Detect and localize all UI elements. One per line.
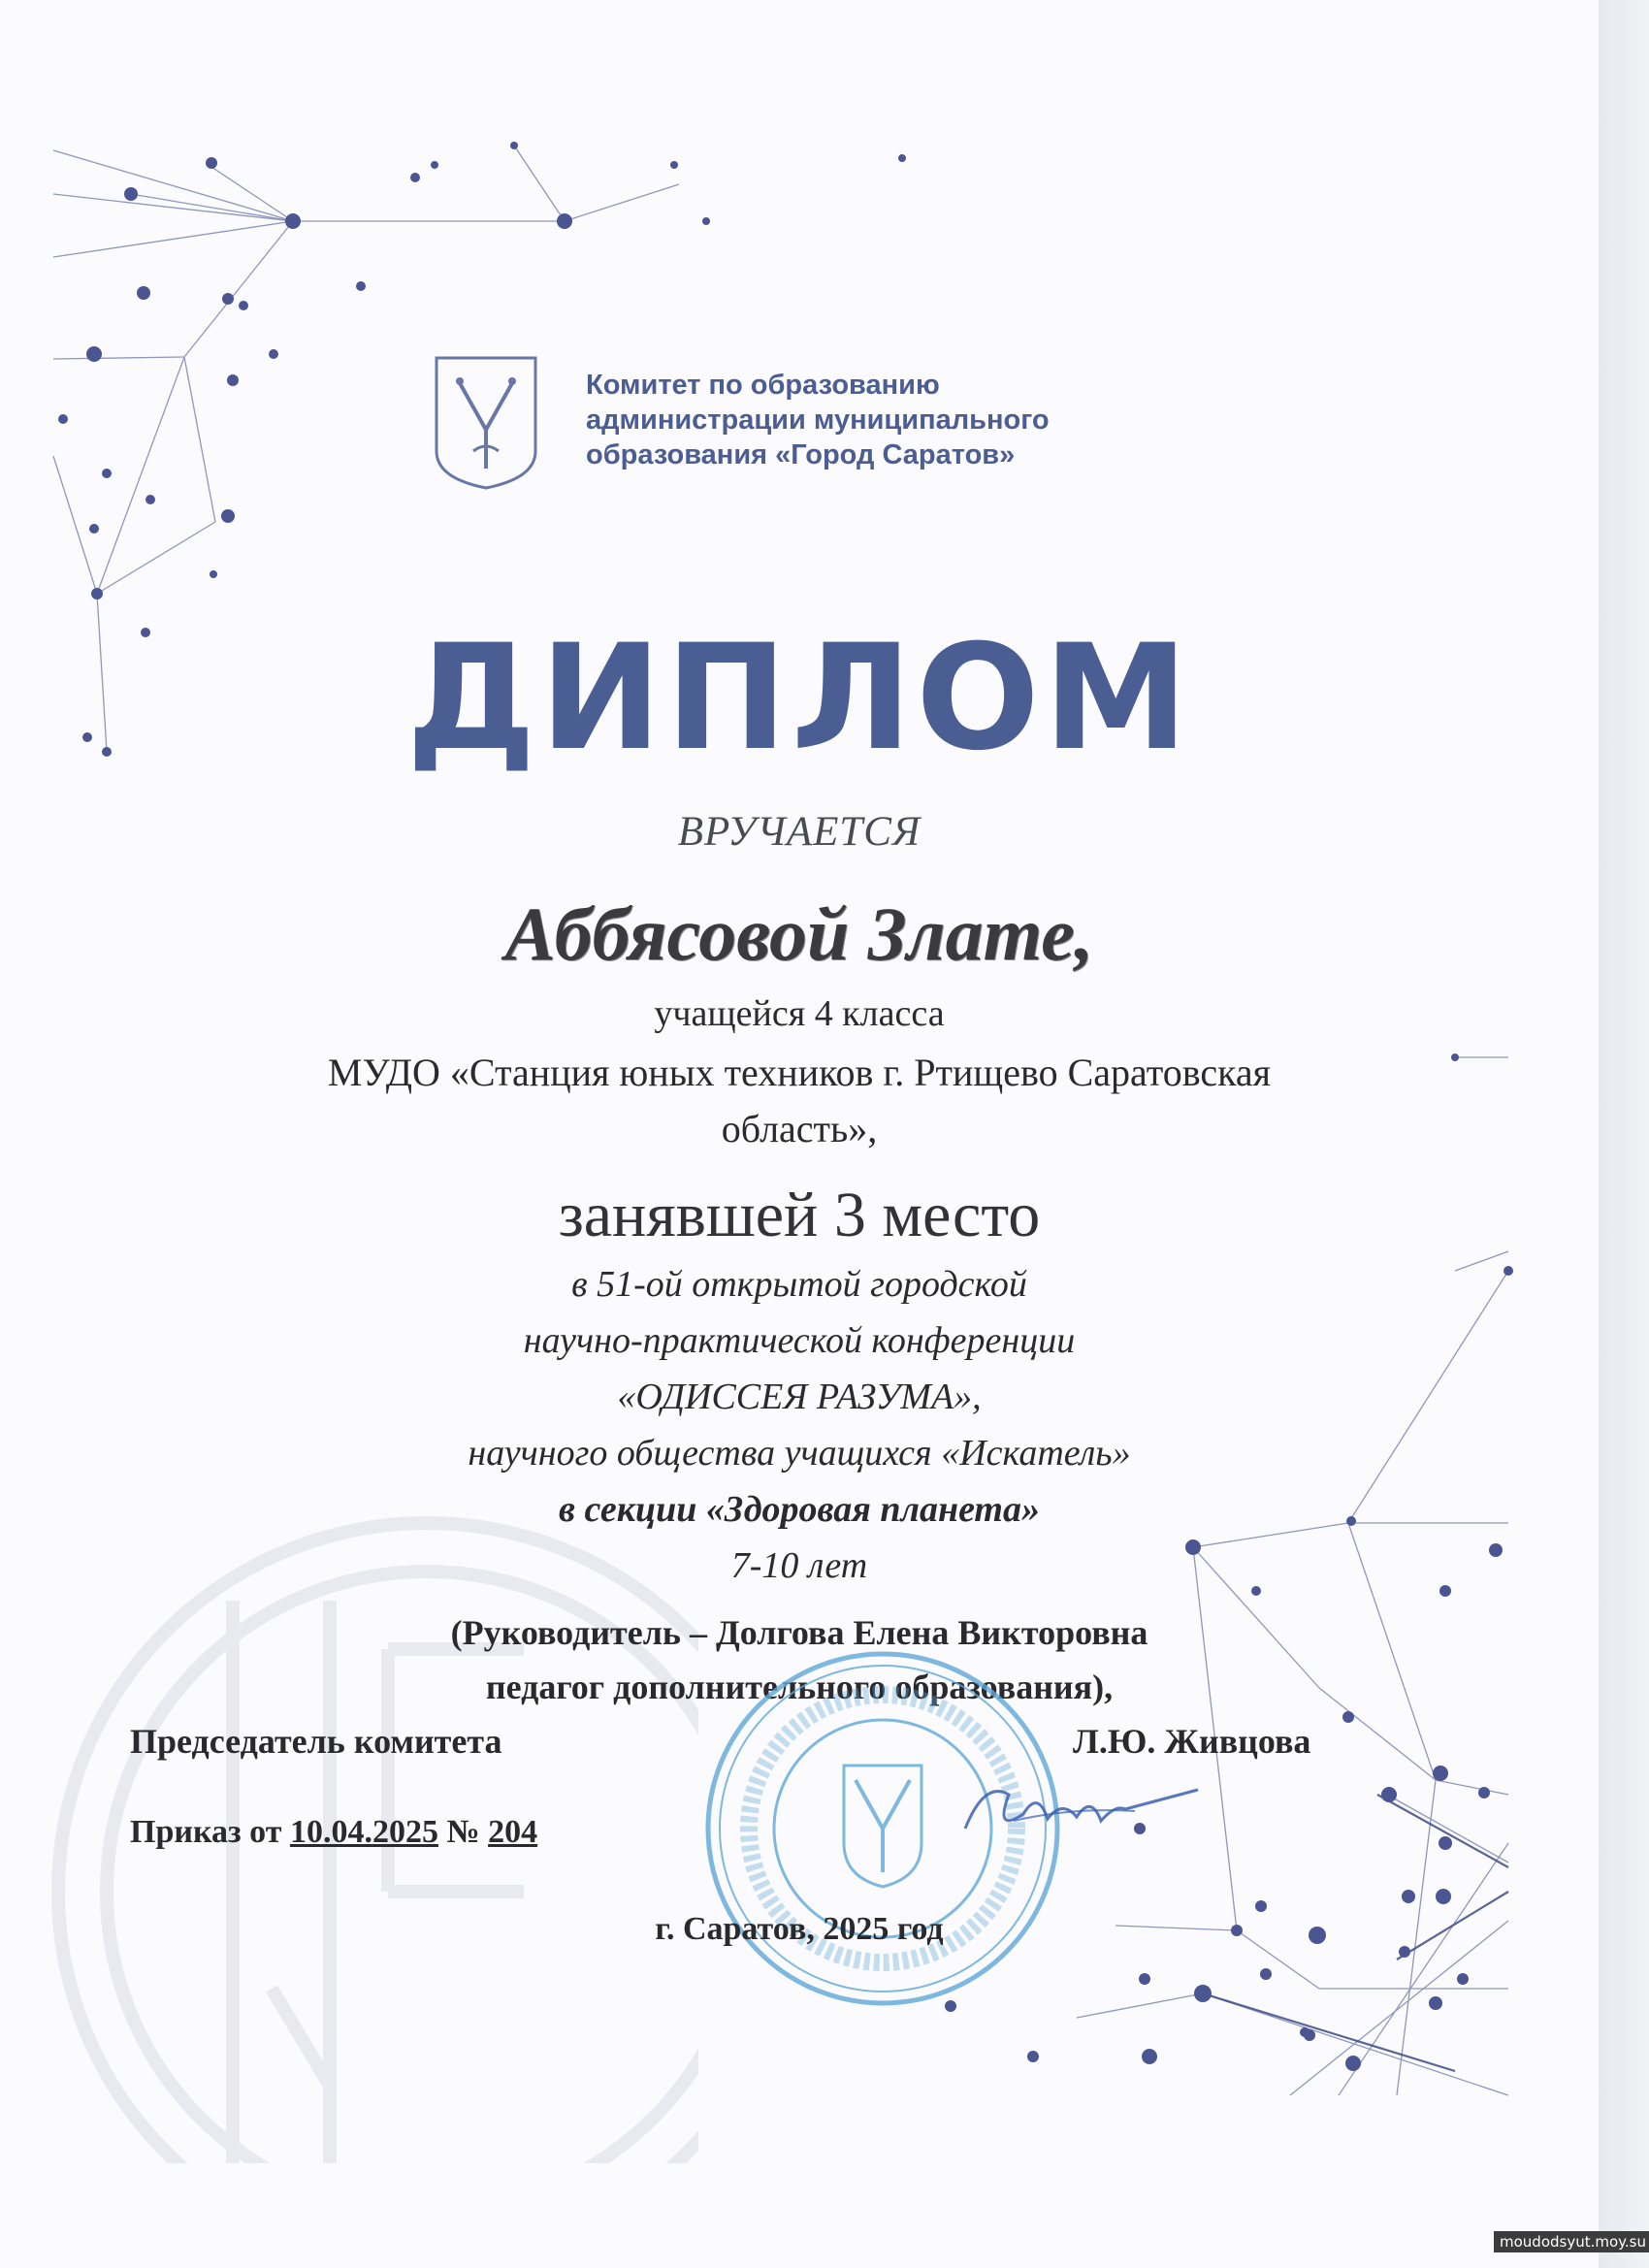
- conference-line2: научно-практической конференции: [523, 1320, 1076, 1361]
- leader-line1: (Руководитель – Долгова Елена Викторовна: [450, 1613, 1148, 1652]
- conference-line3: «ОДИССЕЯ РАЗУМА»,: [617, 1377, 982, 1417]
- conference-line1: в 51-ой открытой городской: [571, 1264, 1027, 1305]
- awarded-label: ВРУЧАЕТСЯ: [677, 809, 922, 855]
- school-name-line2: область»,: [721, 1107, 878, 1150]
- organization-name: Комитет по образованию администрации муниципального образования «Город Саратов»: [586, 370, 1050, 470]
- diploma-title: ДИПЛОМ: [405, 614, 1193, 783]
- website-watermark: moudodsyut.moy.su: [1494, 2231, 1649, 2252]
- conference-section: в секции «Здоровая планета»: [558, 1489, 1040, 1530]
- place-awarded: занявшей 3 место: [558, 1180, 1041, 1250]
- conference-line4: научного общества учащихся «Искатель»: [468, 1433, 1131, 1474]
- coat-of-arms-icon: [433, 354, 539, 490]
- chair-title: Председатель комитета: [130, 1722, 502, 1761]
- school-name-line1: МУДО «Станция юных техников г. Ртищево Саратовская: [327, 1051, 1272, 1094]
- recipient-name: Аббясовой Злате,: [504, 891, 1094, 976]
- order-date: 10.04.2025: [289, 1814, 438, 1850]
- chair-signature: [955, 1761, 1208, 1853]
- age-group: 7-10 лет: [730, 1545, 868, 1586]
- order-reference: Приказ от 10.04.2025 № 204: [130, 1814, 538, 1850]
- scan-edge: [1599, 0, 1649, 2268]
- order-number: 204: [488, 1814, 538, 1850]
- organization-header: [433, 354, 1170, 490]
- city-year: г. Саратов, 2025 год: [655, 1911, 944, 1947]
- recipient-grade: учащейся 4 класса: [654, 993, 945, 1034]
- chair-name: Л.Ю. Живцова: [1073, 1722, 1311, 1761]
- leader-line2: педагог дополнительного образования),: [485, 1668, 1114, 1706]
